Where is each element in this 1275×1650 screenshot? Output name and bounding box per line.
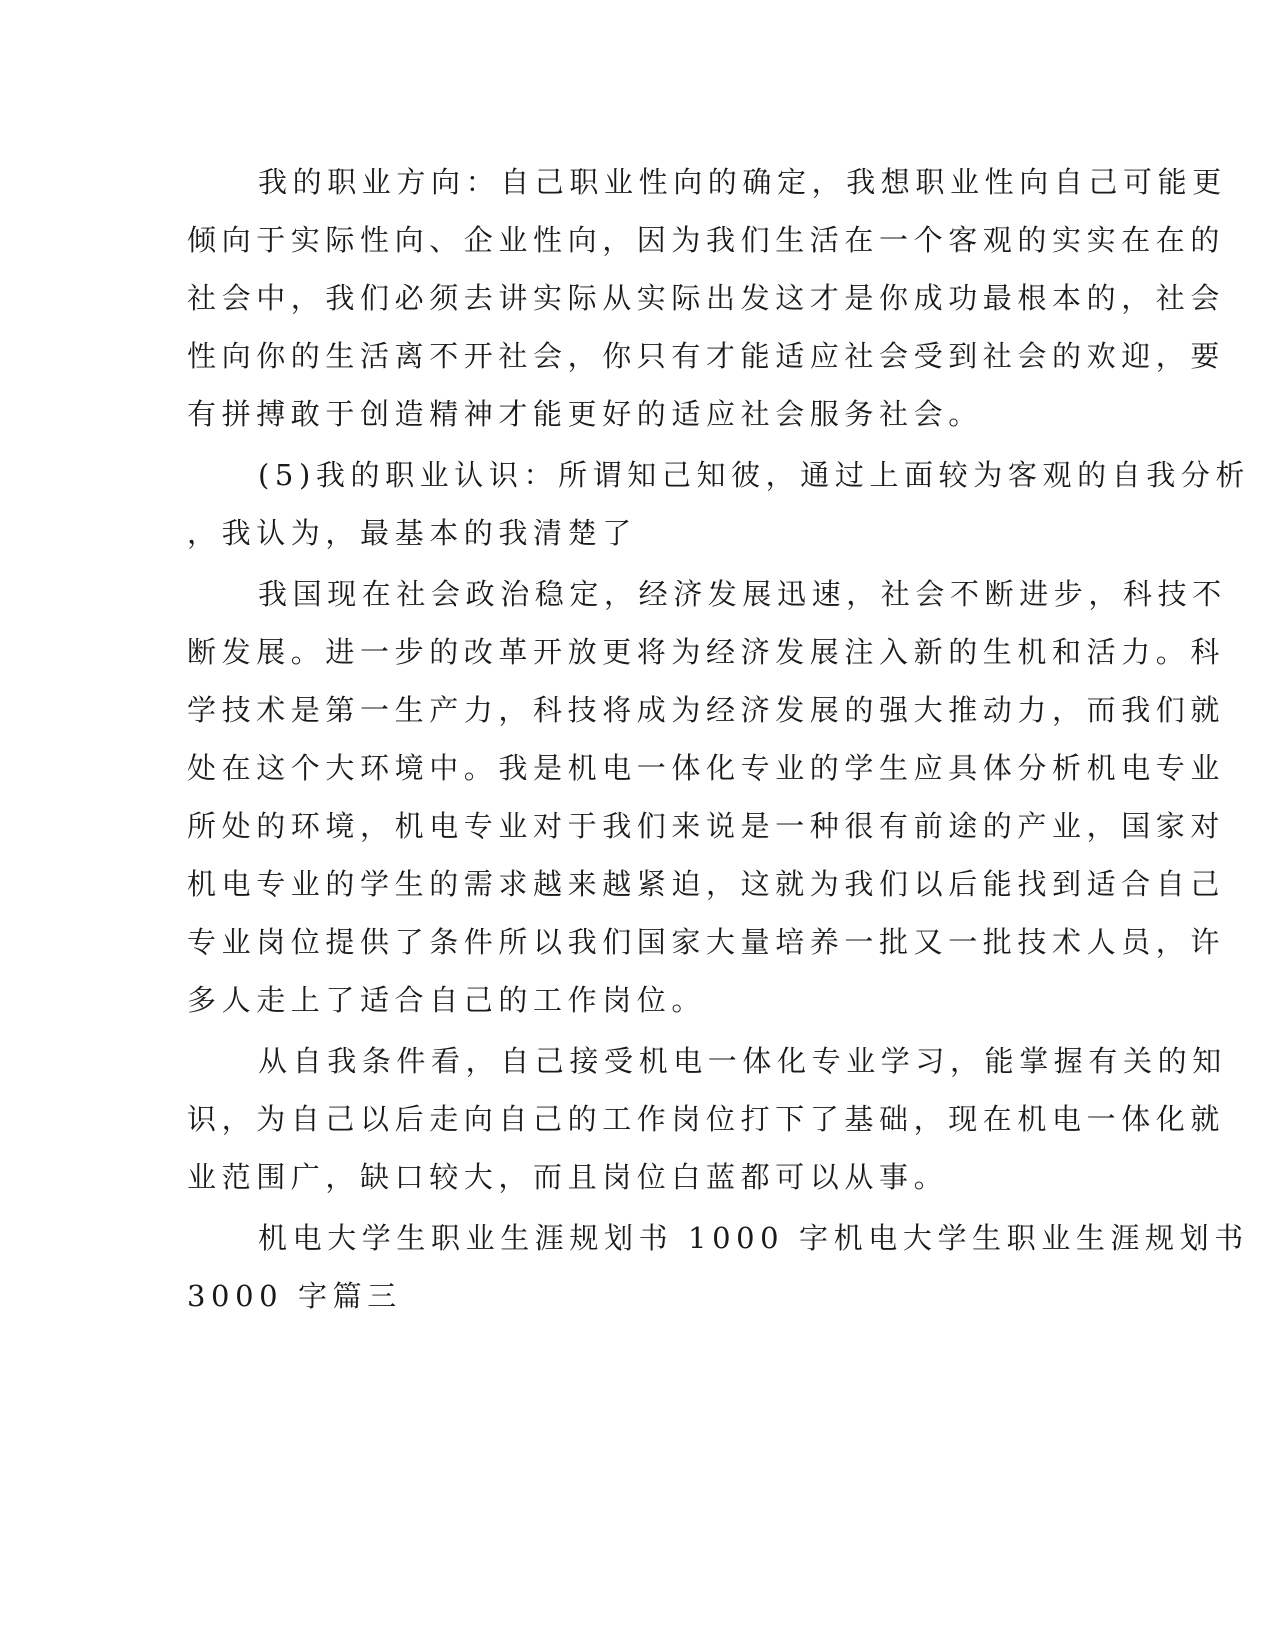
paragraph-line: 有拼搏敢于创造精神才能更好的适应社会服务社会。 <box>187 397 983 431</box>
paragraph-line: 我国现在社会政治稳定，经济发展迅速，社会不断进步，科技不 <box>258 577 1227 611</box>
paragraph-line: 我的职业方向：自己职业性向的确定，我想职业性向自己可能更 <box>258 165 1227 199</box>
paragraph-line: 识，为自己以后走向自己的工作岗位打下了基础，现在机电一体化就 <box>187 1102 1226 1136</box>
paragraph-line: 所处的环境，机电专业对于我们来说是一种很有前途的产业，国家对 <box>187 809 1226 843</box>
paragraph-line: 倾向于实际性向、企业性向，因为我们生活在一个客观的实实在在的 <box>187 223 1226 257</box>
paragraph-line: ，我认为，最基本的我清楚了 <box>187 516 637 550</box>
paragraph-line: 从自我条件看，自己接受机电一体化专业学习，能掌握有关的知 <box>258 1044 1227 1078</box>
section-heading-line: 3000 字篇三 <box>187 1279 402 1313</box>
paragraph-line: 社会中，我们必须去讲实际从实际出发这才是你成功最根本的，社会 <box>187 281 1226 315</box>
paragraph-line: 学技术是第一生产力，科技将成为经济发展的强大推动力，而我们就 <box>187 693 1226 727</box>
paragraph-line: 性向你的生活离不开社会，你只有才能适应社会受到社会的欢迎，要 <box>187 339 1226 373</box>
paragraph-line: 机电专业的学生的需求越来越紧迫，这就为我们以后能找到适合自己 <box>187 867 1226 901</box>
paragraph-line: 业范围广，缺口较大，而且岗位白蓝都可以从事。 <box>187 1160 949 1194</box>
section-heading-line: 机电大学生职业生涯规划书 1000 字机电大学生职业生涯规划书 <box>258 1221 1249 1255</box>
paragraph-line: 专业岗位提供了条件所以我们国家大量培养一批又一批技术人员，许 <box>187 925 1226 959</box>
paragraph-line: 断发展。进一步的改革开放更将为经济发展注入新的生机和活力。科 <box>187 635 1226 669</box>
paragraph-line: 多人走上了适合自己的工作岗位。 <box>187 983 707 1017</box>
paragraph-line: 处在这个大环境中。我是机电一体化专业的学生应具体分析机电专业 <box>187 751 1226 785</box>
paragraph-line: (5)我的职业认识：所谓知己知彼，通过上面较为客观的自我分析 <box>258 458 1251 492</box>
